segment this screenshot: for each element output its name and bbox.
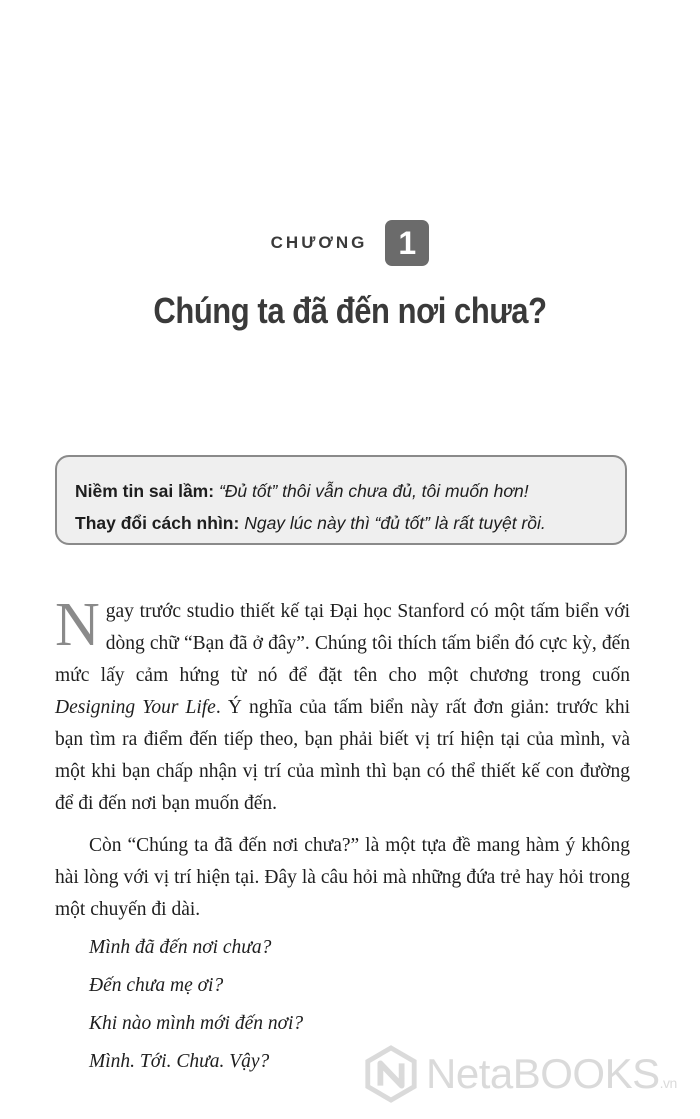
- book-title: Designing Your Life: [55, 697, 216, 718]
- paragraph-1-text-a: gay trước studio thiết kế tại Đại học Stanford có một tấm biển với dòng chữ “Bạn đã ở đây”. Chúng tôi thích tấm biển đó cực kỳ, đến mức lấy cảm hứng từ nó để đặt tên cho một chương trong cuốn: [55, 601, 630, 686]
- italic-line-1: Mình đã đến nơi chưa?: [89, 937, 272, 958]
- chapter-number-badge: 1: [385, 220, 429, 266]
- body-text: [55, 591, 630, 1078]
- paragraph-1-text-b: . Ý nghĩa của tấm biển này rất đơn giản: trước khi bạn tìm ra điểm đến tiếp theo, bạn phải biết vị trí hiện tại của mình, và một khi bạn chấp nhận vị trí của mình thì bạn có thể thiết kế con đường để đi đến nơi bạn muốn đến.: [55, 697, 630, 814]
- netabooks-logo-icon: [362, 1045, 420, 1103]
- watermark-suffix: .vn: [659, 1075, 677, 1091]
- paragraph-2: Còn “Chúng ta đã đến nơi chưa?” là một tựa đề mang hàm ý không hài lòng với vị trí hiện tại. Đây là câu hỏi mà những đứa trẻ hay hỏi trong một chuyến đi dài.: [55, 835, 630, 920]
- reframe-label: Thay đổi cách nhìn:: [75, 513, 240, 533]
- watermark-text: [426, 1050, 677, 1098]
- false-belief-label: Niềm tin sai lầm:: [75, 481, 215, 501]
- false-belief-text: “Đủ tốt” thôi vẫn chưa đủ, tôi muốn hơn!: [218, 481, 529, 501]
- reframe-text: Ngay lúc này thì “đủ tốt” là rất tuyệt rồi.: [244, 513, 546, 533]
- drop-cap: N: [55, 591, 100, 659]
- italic-line-3: Khi nào mình mới đến nơi?: [89, 1013, 304, 1034]
- chapter-title: Chúng ta đã đến nơi chưa?: [153, 290, 547, 331]
- italic-line-4: Mình. Tới. Chưa. Vậy?: [89, 1051, 270, 1072]
- paragraph-1: [55, 591, 630, 820]
- chapter-heading: [0, 220, 700, 266]
- italic-line-2: Đến chưa mẹ ơi?: [89, 975, 224, 996]
- belief-box: [55, 455, 627, 545]
- watermark: [362, 1045, 677, 1103]
- watermark-brand: NetaBOOKS: [426, 1050, 660, 1097]
- false-belief-line: [75, 475, 605, 507]
- reframe-line: [75, 507, 605, 539]
- chapter-label: CHƯƠNG: [270, 233, 368, 252]
